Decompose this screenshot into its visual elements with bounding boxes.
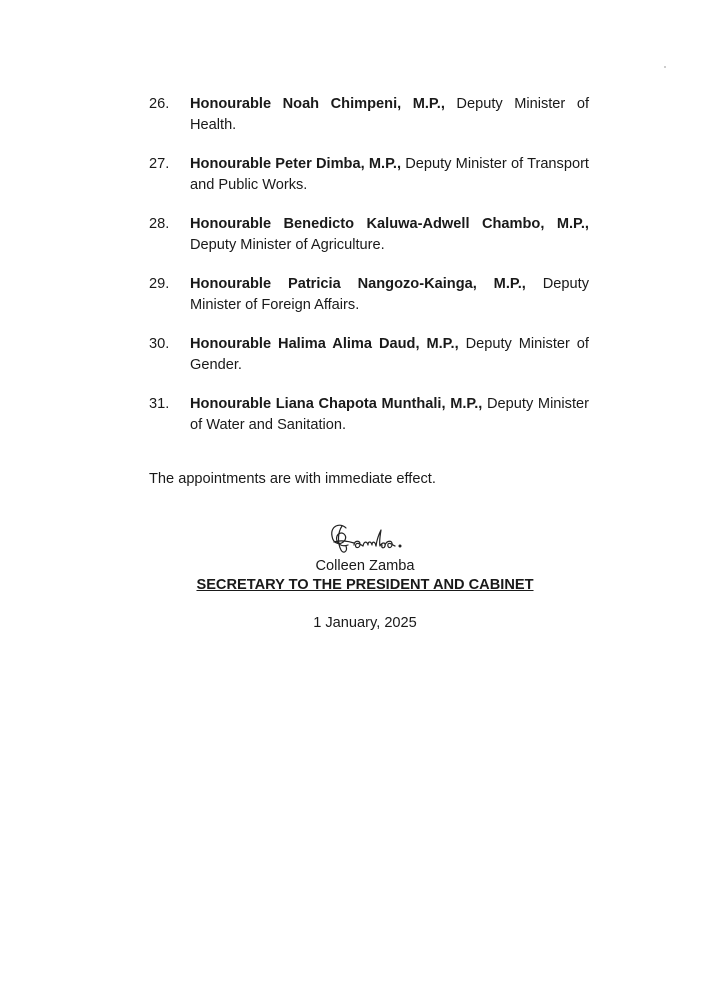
appointee-position: Deputy Minister of Agriculture. bbox=[190, 236, 385, 253]
appointee-name: Honourable Noah Chimpeni, M.P., bbox=[190, 96, 445, 112]
item-text bbox=[190, 394, 589, 435]
appointee-position: Deputy Minister of Water and Sanitation. bbox=[190, 396, 589, 433]
appointment-item bbox=[149, 394, 589, 454]
item-text bbox=[190, 154, 589, 195]
appointment-item bbox=[149, 154, 589, 214]
item-number: 29. bbox=[149, 276, 170, 292]
appointee-name: Honourable Patricia Nangozo-Kainga, M.P., bbox=[190, 276, 526, 292]
item-text bbox=[190, 334, 589, 375]
appointment-item bbox=[149, 214, 589, 274]
appointee-position: Deputy Minister of Transport and Public Works. bbox=[190, 156, 589, 193]
signatory-title: SECRETARY TO THE PRESIDENT AND CABINET bbox=[196, 577, 534, 593]
appointee-position: Deputy Minister of Health. bbox=[190, 96, 589, 133]
item-number: 30. bbox=[149, 336, 170, 352]
appointee-position: Deputy Minister of Gender. bbox=[190, 336, 589, 373]
appointee-name: Honourable Peter Dimba, M.P., bbox=[190, 156, 402, 172]
item-text bbox=[190, 274, 589, 315]
item-number: 31. bbox=[149, 396, 170, 412]
signatory-name: Colleen Zamba bbox=[315, 558, 415, 574]
appointee-name: Honourable Liana Chapota Munthali, M.P., bbox=[190, 396, 483, 412]
appointee-position: Deputy Minister of Foreign Affairs. bbox=[190, 276, 589, 313]
handwritten-signature bbox=[310, 512, 420, 562]
appointee-name: Honourable Halima Alima Daud, M.P., bbox=[190, 336, 459, 352]
appointment-list bbox=[149, 94, 589, 454]
item-number: 27. bbox=[149, 156, 170, 172]
item-text bbox=[190, 214, 589, 255]
appointment-item bbox=[149, 334, 589, 394]
document-date: 1 January, 2025 bbox=[313, 615, 417, 631]
signature-block bbox=[190, 512, 540, 633]
appointee-name: Honourable Benedicto Kaluwa-Adwell Chambo, M.P., bbox=[190, 216, 589, 232]
item-number: 28. bbox=[149, 216, 170, 232]
item-number: 26. bbox=[149, 96, 170, 112]
closing-statement: The appointments are with immediate effect. bbox=[149, 471, 436, 487]
appointment-item bbox=[149, 94, 589, 154]
item-text bbox=[190, 94, 589, 135]
scan-speck bbox=[664, 66, 666, 68]
appointment-item bbox=[149, 274, 589, 334]
